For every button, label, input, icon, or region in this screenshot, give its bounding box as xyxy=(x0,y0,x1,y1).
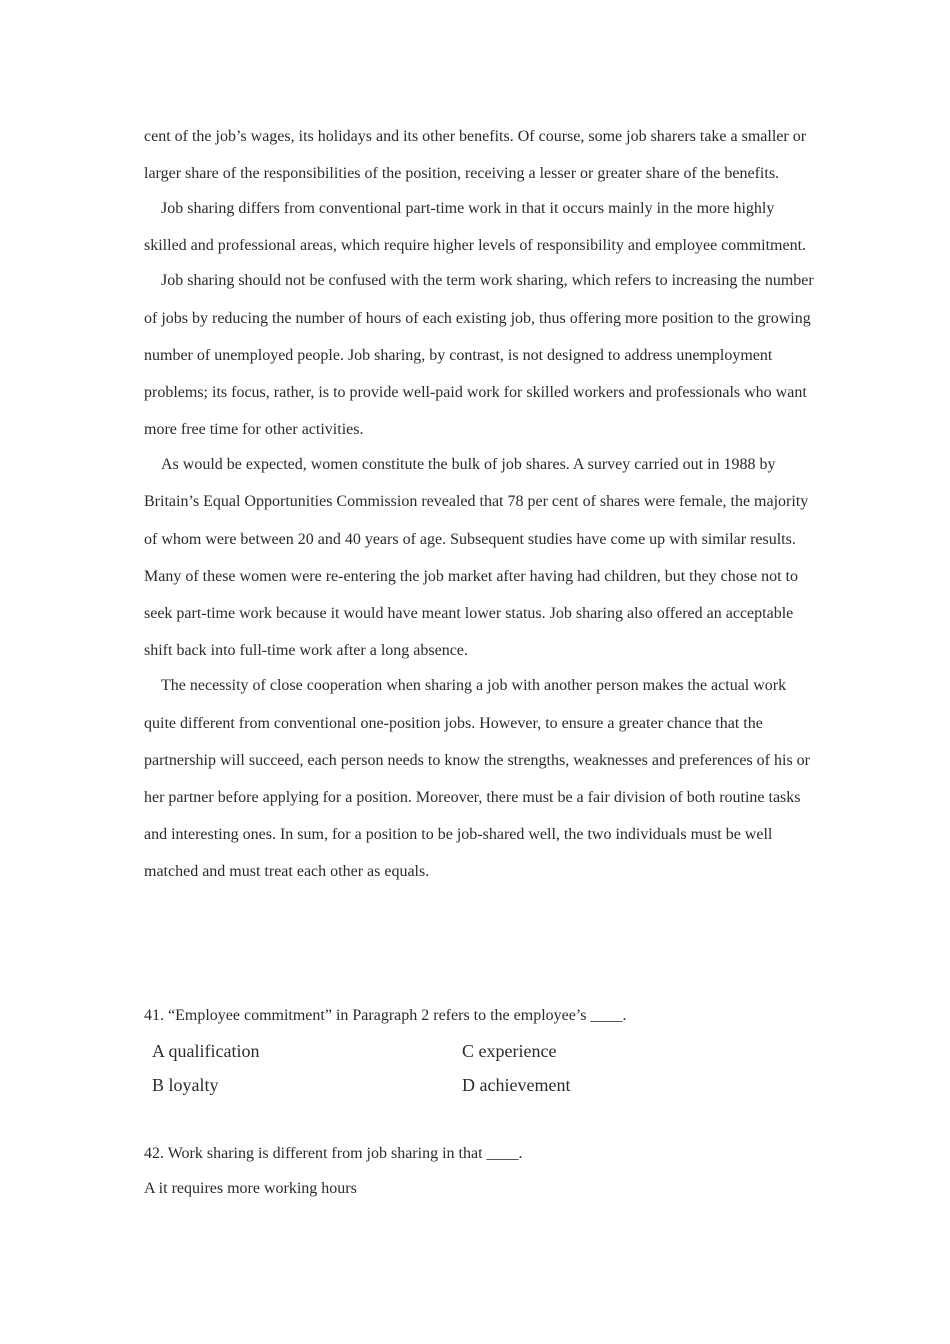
passage-paragraph-4: As would be expected, women constitute the bulk of job shares. A survey carried out in 1988 by Britain’s Equal Opportunities Commission revealed that 78 per cent of shares were female, the majority of whom were between 20 and 40 years of age. Subsequent studies have come up with similar results. Many of these women were re-entering the job market after having had children, but they chose not to seek part-time work because it would have meant lower status. Job sharing also offered an acceptable shift back into full-time work after a long absence. xyxy=(144,456,809,660)
option-41-a: A qualification xyxy=(152,1041,260,1061)
passage-paragraph-2: Job sharing differs from conventional part-time work in that it occurs mainly in the more highly skilled and professional areas, which require higher levels of responsibility and employee commitment. xyxy=(144,200,807,255)
passage-paragraph-5: The necessity of close cooperation when sharing a job with another person makes the actual work quite different from conventional one-position jobs. However, to ensure a greater chance that the partnership will succeed, each person needs to know the strengths, weaknesses and preferences of his or her partner before applying for a position. Moreover, there must be a fair division of both routine tasks and interesting ones. In sum, for a position to be job-shared well, the two individuals must be well matched and must treat each other as equals. xyxy=(144,677,810,881)
option-41-b: B loyalty xyxy=(152,1075,219,1095)
option-41-c: C experience xyxy=(462,1041,557,1061)
options-row xyxy=(152,1068,772,1102)
passage-paragraph-3: Job sharing should not be confused with the term work sharing, which refers to increasing the number of jobs by reducing the number of hours of each existing job, thus offering more position to the growing number of unemployed people. Job sharing, by contrast, is not designed to address unemployment problems; its focus, rather, is to provide well-paid work for skilled workers and professionals who want more free time for other activities. xyxy=(144,272,814,439)
question-41-stem: 41. “Employee commitment” in Paragraph 2 refers to the employee’s ____. xyxy=(144,1007,627,1024)
option-42-a: A it requires more working hours xyxy=(144,1180,357,1197)
reading-passage xyxy=(144,118,814,891)
question-41-options xyxy=(152,1034,772,1102)
passage-paragraph-1: cent of the job’s wages, its holidays and its other benefits. Of course, some job sharers take a smaller or larger share of the responsibilities of the position, receiving a lesser or greater share of the benefits. xyxy=(144,128,807,183)
options-row xyxy=(152,1034,772,1068)
option-41-d: D achievement xyxy=(462,1075,571,1095)
question-42-stem: 42. Work sharing is different from job sharing in that ____. xyxy=(144,1145,523,1162)
